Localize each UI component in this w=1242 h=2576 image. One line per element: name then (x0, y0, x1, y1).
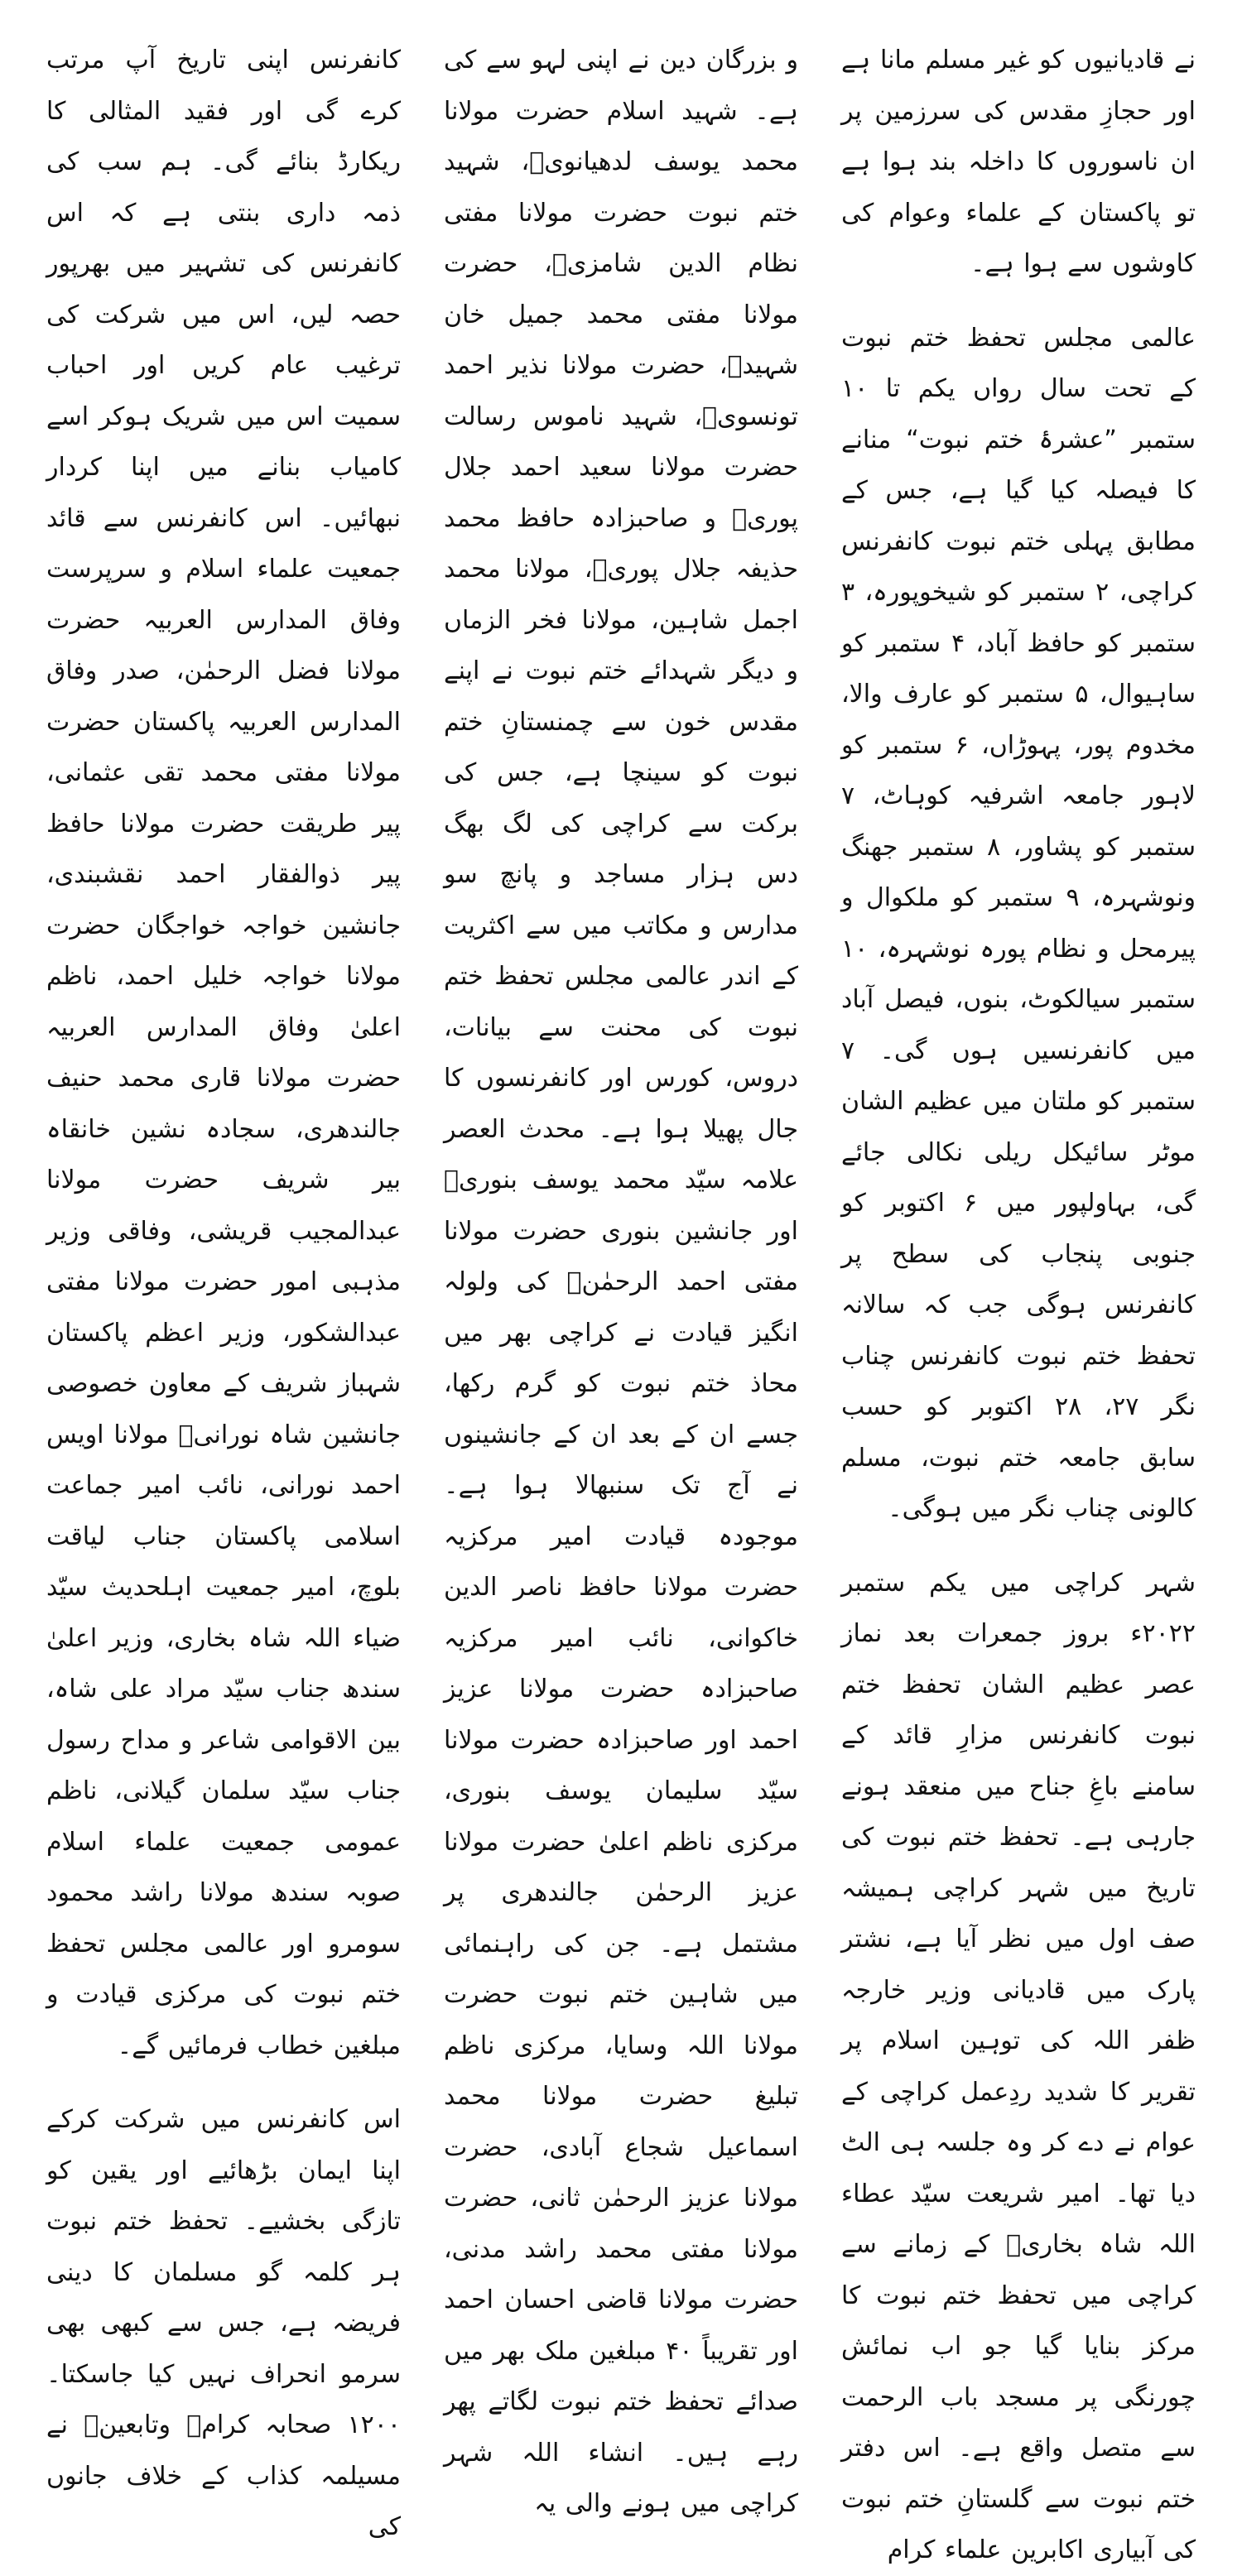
paragraph: و بزرگان دین نے اپنی لہو سے کی ہے۔ شہید اسلام حضرت مولانا محمد یوسف لدھیانویؒ، شہید ختم نبوت حضرت مولانا مفتی نظام الدین شامزیؒ، حضرت مولانا مفتی محمد جمیل خان شہیدؒ، حضرت مولانا نذیر احمد تونسویؒ، شہید ناموس رسالت حضرت مولانا سعید احمد جلال پوریؒ و صاحبزادہ حافظ محمد حذیفہ جلال پوریؒ، مولانا محمد اجمل شاہین، مولانا فخر الزماں و دیگر شہدائے ختم نبوت نے اپنے مقدس خون سے چمنستانِ ختم نبوت کو سینچا ہے، جس کی برکت سے کراچی کی لگ بھگ دس ہزار مساجد و پانچ سو مدارس و مکاتب میں سے اکثریت کے اندر عالمی مجلس تحفظ ختم نبوت کی محنت سے بیانات، دروس، کورس اور کانفرنسوں کا جال پھیلا ہوا ہے۔ محدث العصر علامہ سیّد محمد یوسف بنوریؒ اور جانشین بنوری حضرت مولانا مفتی احمد الرحمٰنؒ کی ولولہ انگیز قیادت نے کراچی بھر میں محاذ ختم نبوت کو گرم رکھا، جسے ان کے بعد ان کے جانشینوں نے آج تک سنبھالا ہوا ہے۔ موجودہ قیادت امیر مرکزیہ حضرت مولانا حافظ ناصر الدین خاکوانی، نائب امیر مرکزیہ صاحبزادہ حضرت مولانا عزیز احمد اور صاحبزادہ حضرت مولانا سیّد سلیمان یوسف بنوری، مرکزی ناظم اعلیٰ حضرت مولانا عزیز الرحمٰن جالندھری پر مشتمل ہے۔ جن کی راہنمائی میں شاہین ختم نبوت حضرت مولانا اللہ وسایا، مرکزی ناظم تبلیغ حضرت مولانا محمد اسماعیل شجاع آبادی، حضرت مولانا عزیز الرحمٰن ثانی، حضرت مولانا مفتی محمد راشد مدنی، حضرت مولانا قاضی احسان احمد اور تقریباً ۴۰ مبلغین ملک بھر میں صدائے تحفظ ختم نبوت لگاتے پھر رہے ہیں۔ انشاء اللہ شہر کراچی میں ہونے والی یہ (444, 46, 798, 2518)
article-column-left (25, 35, 422, 2541)
paragraph: اس کانفرنس میں شرکت کرکے اپنا ایمان بڑھائیے اور یقین کو تازگی بخشیے۔ تحفظ ختم نبوت ہر کلمہ گو مسلمان کا دینی فریضہ ہے، جس سے کبھی بھی سرمو انحراف نہیں کیا جاسکتا۔ ۱۲۰۰ صحابہ کرامؓ وتابعینؒ نے مسیلمہ کذاب کے خلاف جانوں کی (46, 2105, 401, 2541)
article-column-right (820, 35, 1217, 2564)
paragraph: عالمی مجلس تحفظ ختم نبوت کے تحت سال رواں یکم تا ۱۰ ستمبر ”عشرۂ ختم نبوت“ منانے کا فیصلہ کیا گیا ہے، جس کے مطابق پہلی ختم نبوت کانفرنس کراچی، ۲ ستمبر کو شیخوپورہ، ۳ ستمبر کو حافظ آباد، ۴ ستمبر کو ساہیوال، ۵ ستمبر کو عارف والا، مخدوم پور، پہوڑاں، ۶ ستمبر کو لاہور جامعہ اشرفیہ کوہاٹ، ۷ ستمبر کو پشاور، ۸ ستمبر جھنگ ونوشہرہ، ۹ ستمبر کو ملکوال و پیرمحل و نظام پورہ نوشہرہ، ۱۰ ستمبر سیالکوٹ، بنوں، فیصل آباد میں کانفرنسیں ہوں گی۔ ۷ ستمبر کو ملتان میں عظیم الشان موٹر سائیکل ریلی نکالی جائے گی، بہاولپور میں ۶ اکتوبر کو جنوبی پنجاب کی سطح پر کانفرنس ہوگی جب کہ سالانہ تحفظ ختم نبوت کانفرنس چناب نگر ۲۷، ۲۸ اکتوبر کو حسب سابق جامعہ ختم نبوت، مسلم کالونی چناب نگر میں ہوگی۔ (841, 323, 1196, 1523)
paragraph: کانفرنس اپنی تاریخ آپ مرتب کرے گی اور فقید المثالی کا ریکارڈ بنائے گی۔ ہم سب کی ذمہ داری بنتی ہے کہ اس کانفرنس کی تشہیر میں بھرپور حصہ لیں، اس میں شرکت کی ترغیب عام کریں اور احباب سمیت اس میں شریک ہوکر اسے کامیاب بنانے میں اپنا کردار نبھائیں۔ اس کانفرنس سے قائد جمعیت علماء اسلام و سرپرست وفاق المدارس العربیہ حضرت مولانا فضل الرحمٰن، صدر وفاق المدارس العربیہ پاکستان حضرت مولانا مفتی محمد تقی عثمانی، پیر طریقت حضرت مولانا حافظ پیر ذوالفقار احمد نقشبندی، جانشین خواجہ خواجگان حضرت مولانا خواجہ خلیل احمد، ناظم اعلیٰ وفاق المدارس العربیہ حضرت مولانا قاری محمد حنیف جالندھری، سجادہ نشین خانقاہ بیر شریف حضرت مولانا عبدالمجیب قریشی، وفاقی وزیر مذہبی امور حضرت مولانا مفتی عبدالشکور، وزیر اعظم پاکستان شہباز شریف کے معاون خصوصی جانشین شاہ نورانیؒ مولانا اویس احمد نورانی، نائب امیر جماعت اسلامی پاکستان جناب لیاقت بلوچ، امیر جمعیت اہلحدیث سیّد ضیاء اللہ شاہ بخاری، وزیر اعلیٰ سندھ جناب سیّد مراد علی شاہ، بین الاقوامی شاعر و مداح رسول جناب سیّد سلمان گیلانی، ناظم عمومی جمعیت علماء اسلام صوبہ سندھ مولانا راشد محمود سومرو اور عالمی مجلس تحفظ ختم نبوت کی مرکزی قیادت و مبلغین خطاب فرمائیں گے۔ (46, 46, 401, 2060)
article-columns (25, 35, 1217, 2564)
paragraph: نے قادیانیوں کو غیر مسلم مانا ہے اور حجازِ مقدس کی سرزمین پر ان ناسوروں کا داخلہ بند ہوا ہے تو پاکستان کے علماء وعوام کی کاوشوں سے ہوا ہے۔ (841, 46, 1196, 278)
article-column-middle (422, 35, 820, 2518)
paragraph: شہر کراچی میں یکم ستمبر ۲۰۲۲ء بروز جمعرات بعد نماز عصر عظیم الشان تحفظ ختم نبوت کانفرنس مزارِ قائد کے سامنے باغِ جناح میں منعقد ہونے جارہی ہے۔ تحفظ ختم نبوت کی تاریخ میں شہر کراچی ہمیشہ صف اول میں نظر آیا ہے، نشتر پارک میں قادیانی وزیر خارجہ ظفر اللہ کی توہین اسلام پر تقریر کا شدید ردِعمل کراچی کے عوام نے دے کر وہ جلسہ ہی الٹ دیا تھا۔ امیر شریعت سیّد عطاء اللہ شاہ بخاریؒ کے زمانے سے کراچی میں تحفظ ختم نبوت کا مرکز بنایا گیا جو اب نمائش چورنگی پر مسجد باب الرحمت سے متصل واقع ہے۔ اس دفتر ختم نبوت سے گلستانِ ختم نبوت کی آبیاری اکابرین علماء کرام (841, 1568, 1196, 2564)
